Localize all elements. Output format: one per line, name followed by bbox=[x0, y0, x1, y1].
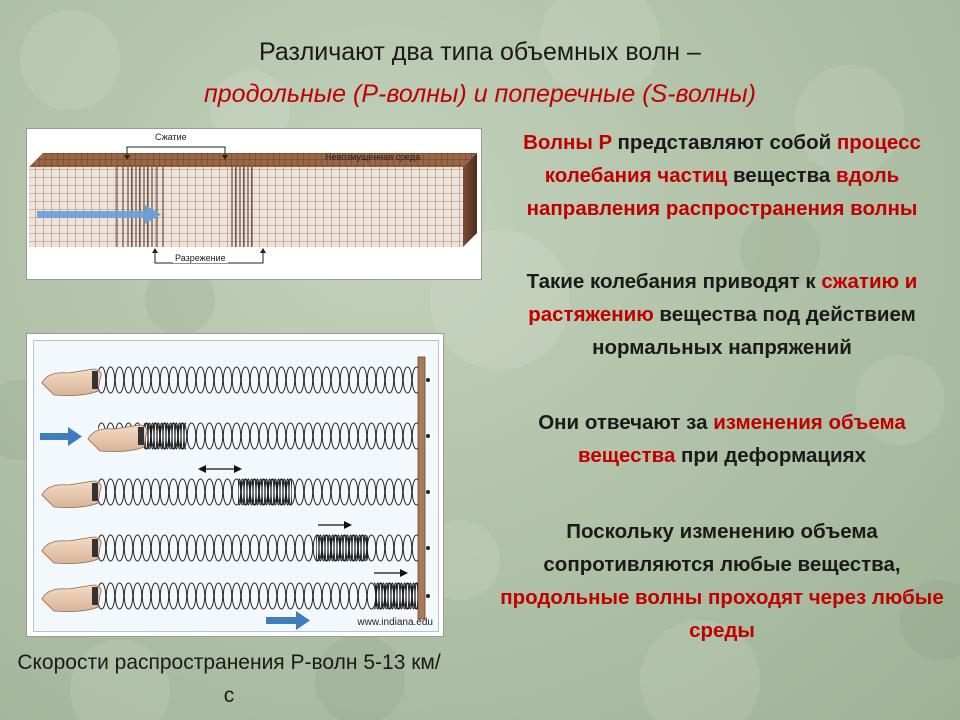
text-normal: Они отвечают за bbox=[538, 411, 714, 434]
text-highlight: процесс колебания частиц bbox=[544, 131, 921, 187]
slinky-diagram bbox=[34, 341, 438, 631]
text-highlight: продольные волны проходят через любые среды bbox=[500, 586, 944, 642]
paragraph-p-waves-definition bbox=[492, 126, 952, 225]
text-normal: Такие колебания приводят к bbox=[526, 270, 822, 293]
paragraph-compression-tension bbox=[492, 265, 952, 364]
label-rarefaction: Разрежение bbox=[175, 253, 226, 263]
text-highlight: сжатию и растяжению bbox=[528, 270, 918, 326]
slinky-spring-figure bbox=[26, 333, 444, 637]
text-normal: вещества bbox=[727, 164, 836, 187]
text-highlight: Волны P bbox=[523, 131, 612, 154]
text-highlight: изменения объема вещества bbox=[578, 411, 906, 467]
label-undisturbed-medium: Невозмущенная среда bbox=[325, 152, 421, 162]
slide-title-line2: продольные (P-волны) и поперечные (S-волны) bbox=[204, 80, 756, 108]
text-normal: вещества под действием нормальных напряжений bbox=[592, 303, 916, 359]
text-normal: при деформациях bbox=[675, 444, 866, 467]
text-normal: представляют собой bbox=[611, 131, 837, 154]
slide-title-line1: Различают два типа объемных волн – bbox=[259, 38, 701, 66]
text-normal: Поскольку изменению объема сопротивляются любые вещества, bbox=[543, 520, 901, 576]
image-credit: www.indiana.edu bbox=[357, 617, 433, 628]
speed-caption: Скорости распространения P-волн 5-13 км/с bbox=[17, 651, 441, 707]
paragraph-any-media bbox=[492, 515, 952, 647]
p-wave-block-figure bbox=[26, 128, 482, 280]
paragraph-volume-change bbox=[492, 406, 952, 472]
label-compression: Сжатие bbox=[155, 132, 187, 142]
text-highlight: вдоль направления распространения волны bbox=[526, 164, 918, 220]
